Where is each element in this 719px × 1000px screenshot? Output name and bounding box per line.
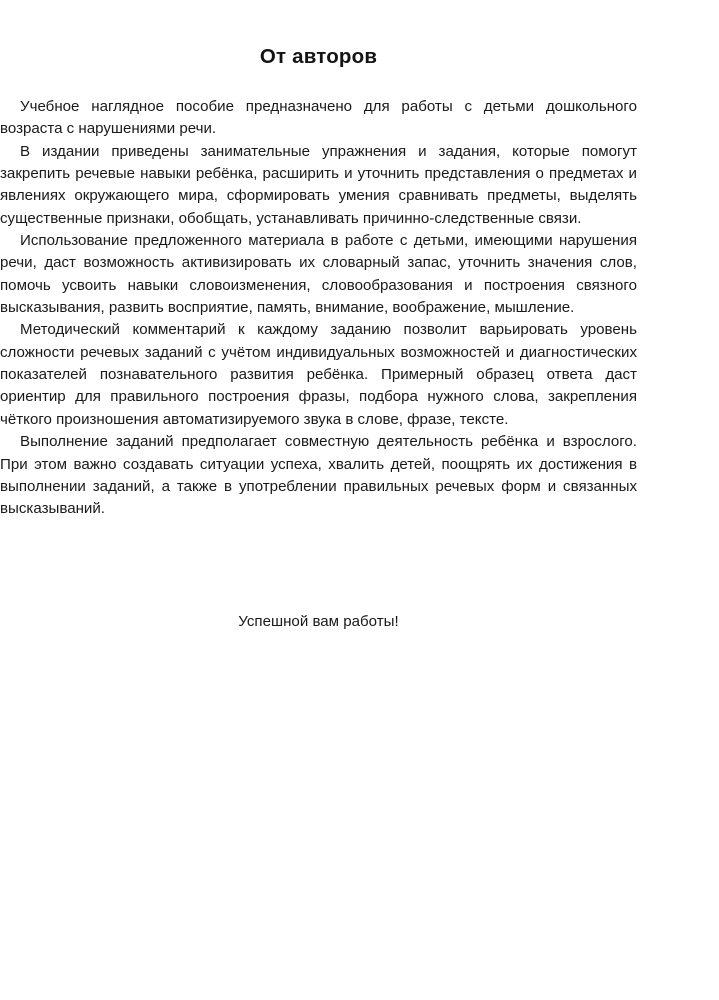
closing-line: Успешной вам работы! bbox=[238, 613, 399, 630]
paragraph-3: Использование предложенного материала в работе с детьми, имеющими нарушения речи, даст возможность активизировать их словарный запас, уточнить значения слов, помочь усвоить навыки словоизменения, словообразования и построения связного высказывания, развить восприятие, память, внимание, воображение, мышление. bbox=[0, 232, 637, 317]
paragraph-2: В издании приведены занимательные упражнения и задания, которые помогут закрепить речевые навыки ребёнка, расширить и уточнить представления о предметах и явлениях окружающего мира, сформировать умения сравнивать предметы, выделять существенные признаки, обобщать, устанавливать причинно-следственные связи. bbox=[0, 142, 637, 227]
paragraph-1: Учебное наглядное пособие предназначено для работы с детьми дошкольного возраста с нарушениями речи. bbox=[0, 98, 637, 138]
paragraph-4: Методический комментарий к каждому заданию позволит варьировать уровень сложности речевых заданий с учётом индивидуальных возможностей и диагностических показателей познавательного развития ребёнка. Примерный образец ответа даст ориентир для правильного построения фразы, подбора нужного слова, закрепления чёткого произношения автоматизируемого звука в слове, фразе, тексте. bbox=[0, 321, 637, 428]
closing-line-wrapper bbox=[0, 611, 637, 635]
document-body bbox=[0, 96, 637, 521]
page-title: От авторов bbox=[259, 45, 378, 68]
paragraph-5: Выполнение заданий предполагает совместную деятельность ребёнка и взрослого. При этом важно создавать ситуации успеха, хвалить детей, поощрять их достижения в выполнении заданий, а также в употреблении правильных речевых форм и связанных высказываний. bbox=[0, 433, 637, 518]
